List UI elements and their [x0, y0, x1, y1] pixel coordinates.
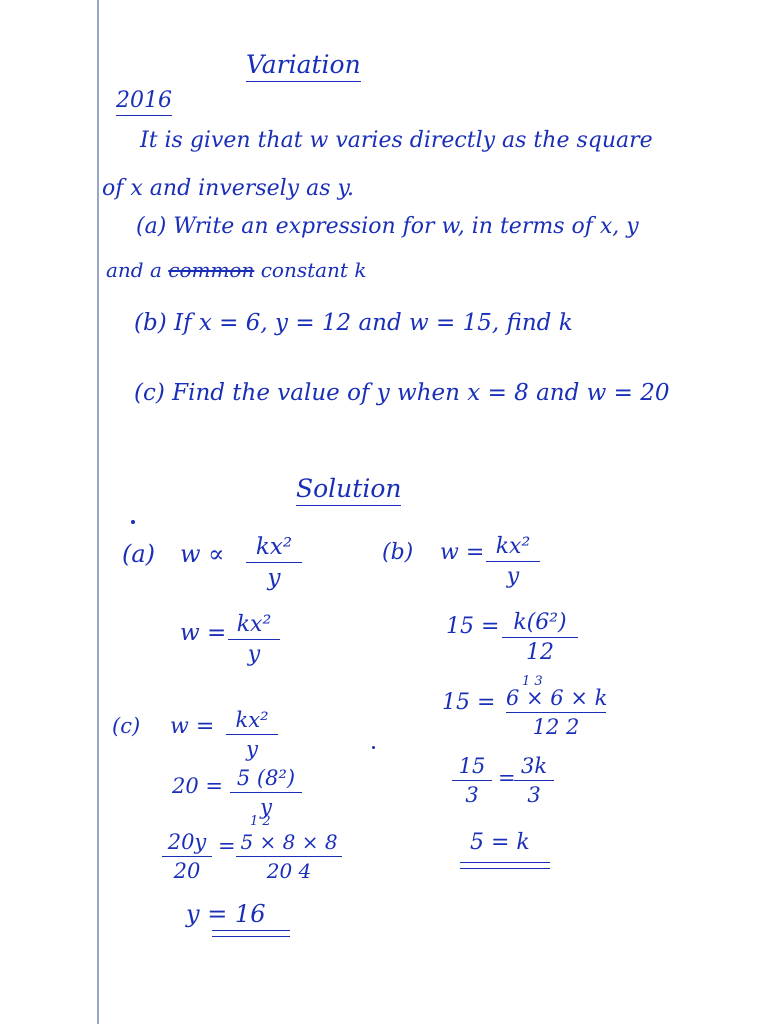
fraction-bar: [452, 780, 492, 781]
part-b-line-2-fraction: [502, 610, 578, 665]
part-b-line-1-lhs: w =: [440, 540, 485, 565]
part-c-line-3-left-fraction: [162, 830, 212, 883]
part-a-label: (a): [122, 540, 156, 568]
fraction-bar: [162, 856, 212, 857]
ink-dot: [372, 746, 375, 749]
fraction-denominator: y: [267, 565, 281, 591]
part-b-cancel-marks: 1 3: [522, 674, 543, 689]
result-underline: [460, 868, 550, 869]
fraction-denominator: 20: [173, 859, 201, 883]
margin-line: [97, 0, 99, 1024]
result-underline: [212, 930, 290, 931]
question-a-line-2-post: constant k: [260, 258, 367, 282]
question-c: (c) Find the value of y when x = 8 and w = 20: [134, 380, 670, 406]
question-stem-line-2: of x and inversely as y.: [102, 176, 354, 201]
part-c-line-2-lhs: 20 =: [172, 774, 223, 798]
fraction-denominator: y: [247, 642, 261, 667]
result-underline: [212, 936, 290, 937]
fraction-denominator: y: [260, 795, 272, 819]
year-heading: 2016: [116, 88, 172, 116]
part-a-equation-lhs: w =: [180, 620, 227, 646]
fraction-numerator: k(6²): [513, 610, 567, 635]
fraction-numerator: kx²: [235, 708, 269, 732]
fraction-bar: [506, 712, 606, 713]
fraction-bar: [514, 780, 554, 781]
fraction-bar: [502, 637, 578, 638]
part-c-line-3-equals: =: [218, 834, 236, 858]
ink-dot: [131, 520, 135, 524]
question-b: (b) If x = 6, y = 12 and w = 15, find k: [134, 310, 573, 336]
fraction-numerator: 3k: [520, 754, 548, 778]
part-c-line-3-right-fraction: [236, 830, 342, 883]
result-underline: [460, 862, 550, 863]
fraction-denominator: 3: [527, 783, 541, 807]
part-b-label: (b): [382, 540, 414, 565]
question-a-line-2: [106, 258, 366, 282]
fraction-bar: [230, 792, 302, 793]
fraction-denominator: 3: [465, 783, 479, 807]
fraction-denominator: y: [506, 564, 520, 589]
fraction-numerator: 15: [458, 754, 486, 778]
fraction-bar: [226, 734, 278, 735]
part-b-result: 5 = k: [470, 830, 530, 855]
fraction-numerator: 5 (8²): [236, 766, 296, 790]
fraction-denominator: 12: [526, 640, 554, 665]
fraction-numerator: kx²: [255, 534, 293, 560]
question-a-line-1: (a) Write an expression for w, in terms of x, y: [136, 214, 639, 239]
struck-word: common: [168, 258, 255, 282]
part-a-proportion-fraction: [246, 534, 302, 591]
part-b-line-3-fraction: [506, 686, 606, 739]
fraction-numerator: 5 × 8 × 8: [240, 830, 338, 854]
fraction-bar: [236, 856, 342, 857]
fraction-bar: [486, 561, 540, 562]
part-b-line-2-lhs: 15 =: [446, 614, 500, 639]
fraction-bar: [228, 639, 280, 640]
fraction-denominator: 12 2: [532, 715, 580, 739]
part-b-line-4-equals: =: [498, 766, 516, 790]
question-a-line-2-pre: and a: [106, 258, 162, 282]
part-c-line-1-fraction: [226, 708, 278, 761]
fraction-denominator: y: [246, 737, 258, 761]
question-stem-line-1: It is given that w varies directly as the square: [140, 128, 653, 153]
fraction-numerator: kx²: [236, 612, 272, 637]
part-c-line-2-fraction: [230, 766, 302, 819]
part-c-result: y = 16: [186, 900, 266, 928]
page-title: Variation: [246, 50, 361, 82]
part-b-line-4-left-fraction: [452, 754, 492, 807]
part-b-line-3-lhs: 15 =: [442, 690, 496, 715]
part-b-line-4-right-fraction: [514, 754, 554, 807]
part-b-line-1-fraction: [486, 534, 540, 589]
part-a-equation-fraction: [228, 612, 280, 667]
part-c-line-1-lhs: w =: [170, 714, 215, 739]
part-a-proportion-lhs: w ∝: [180, 540, 225, 568]
fraction-numerator: kx²: [495, 534, 531, 559]
part-c-label: (c): [112, 714, 141, 738]
fraction-bar: [246, 562, 302, 563]
solution-heading: Solution: [296, 474, 401, 506]
fraction-numerator: 20y: [167, 830, 207, 854]
fraction-numerator: 6 × 6 × k: [506, 686, 608, 710]
part-c-cancel-marks: 1 2: [250, 814, 271, 829]
fraction-denominator: 20 4: [266, 859, 312, 883]
